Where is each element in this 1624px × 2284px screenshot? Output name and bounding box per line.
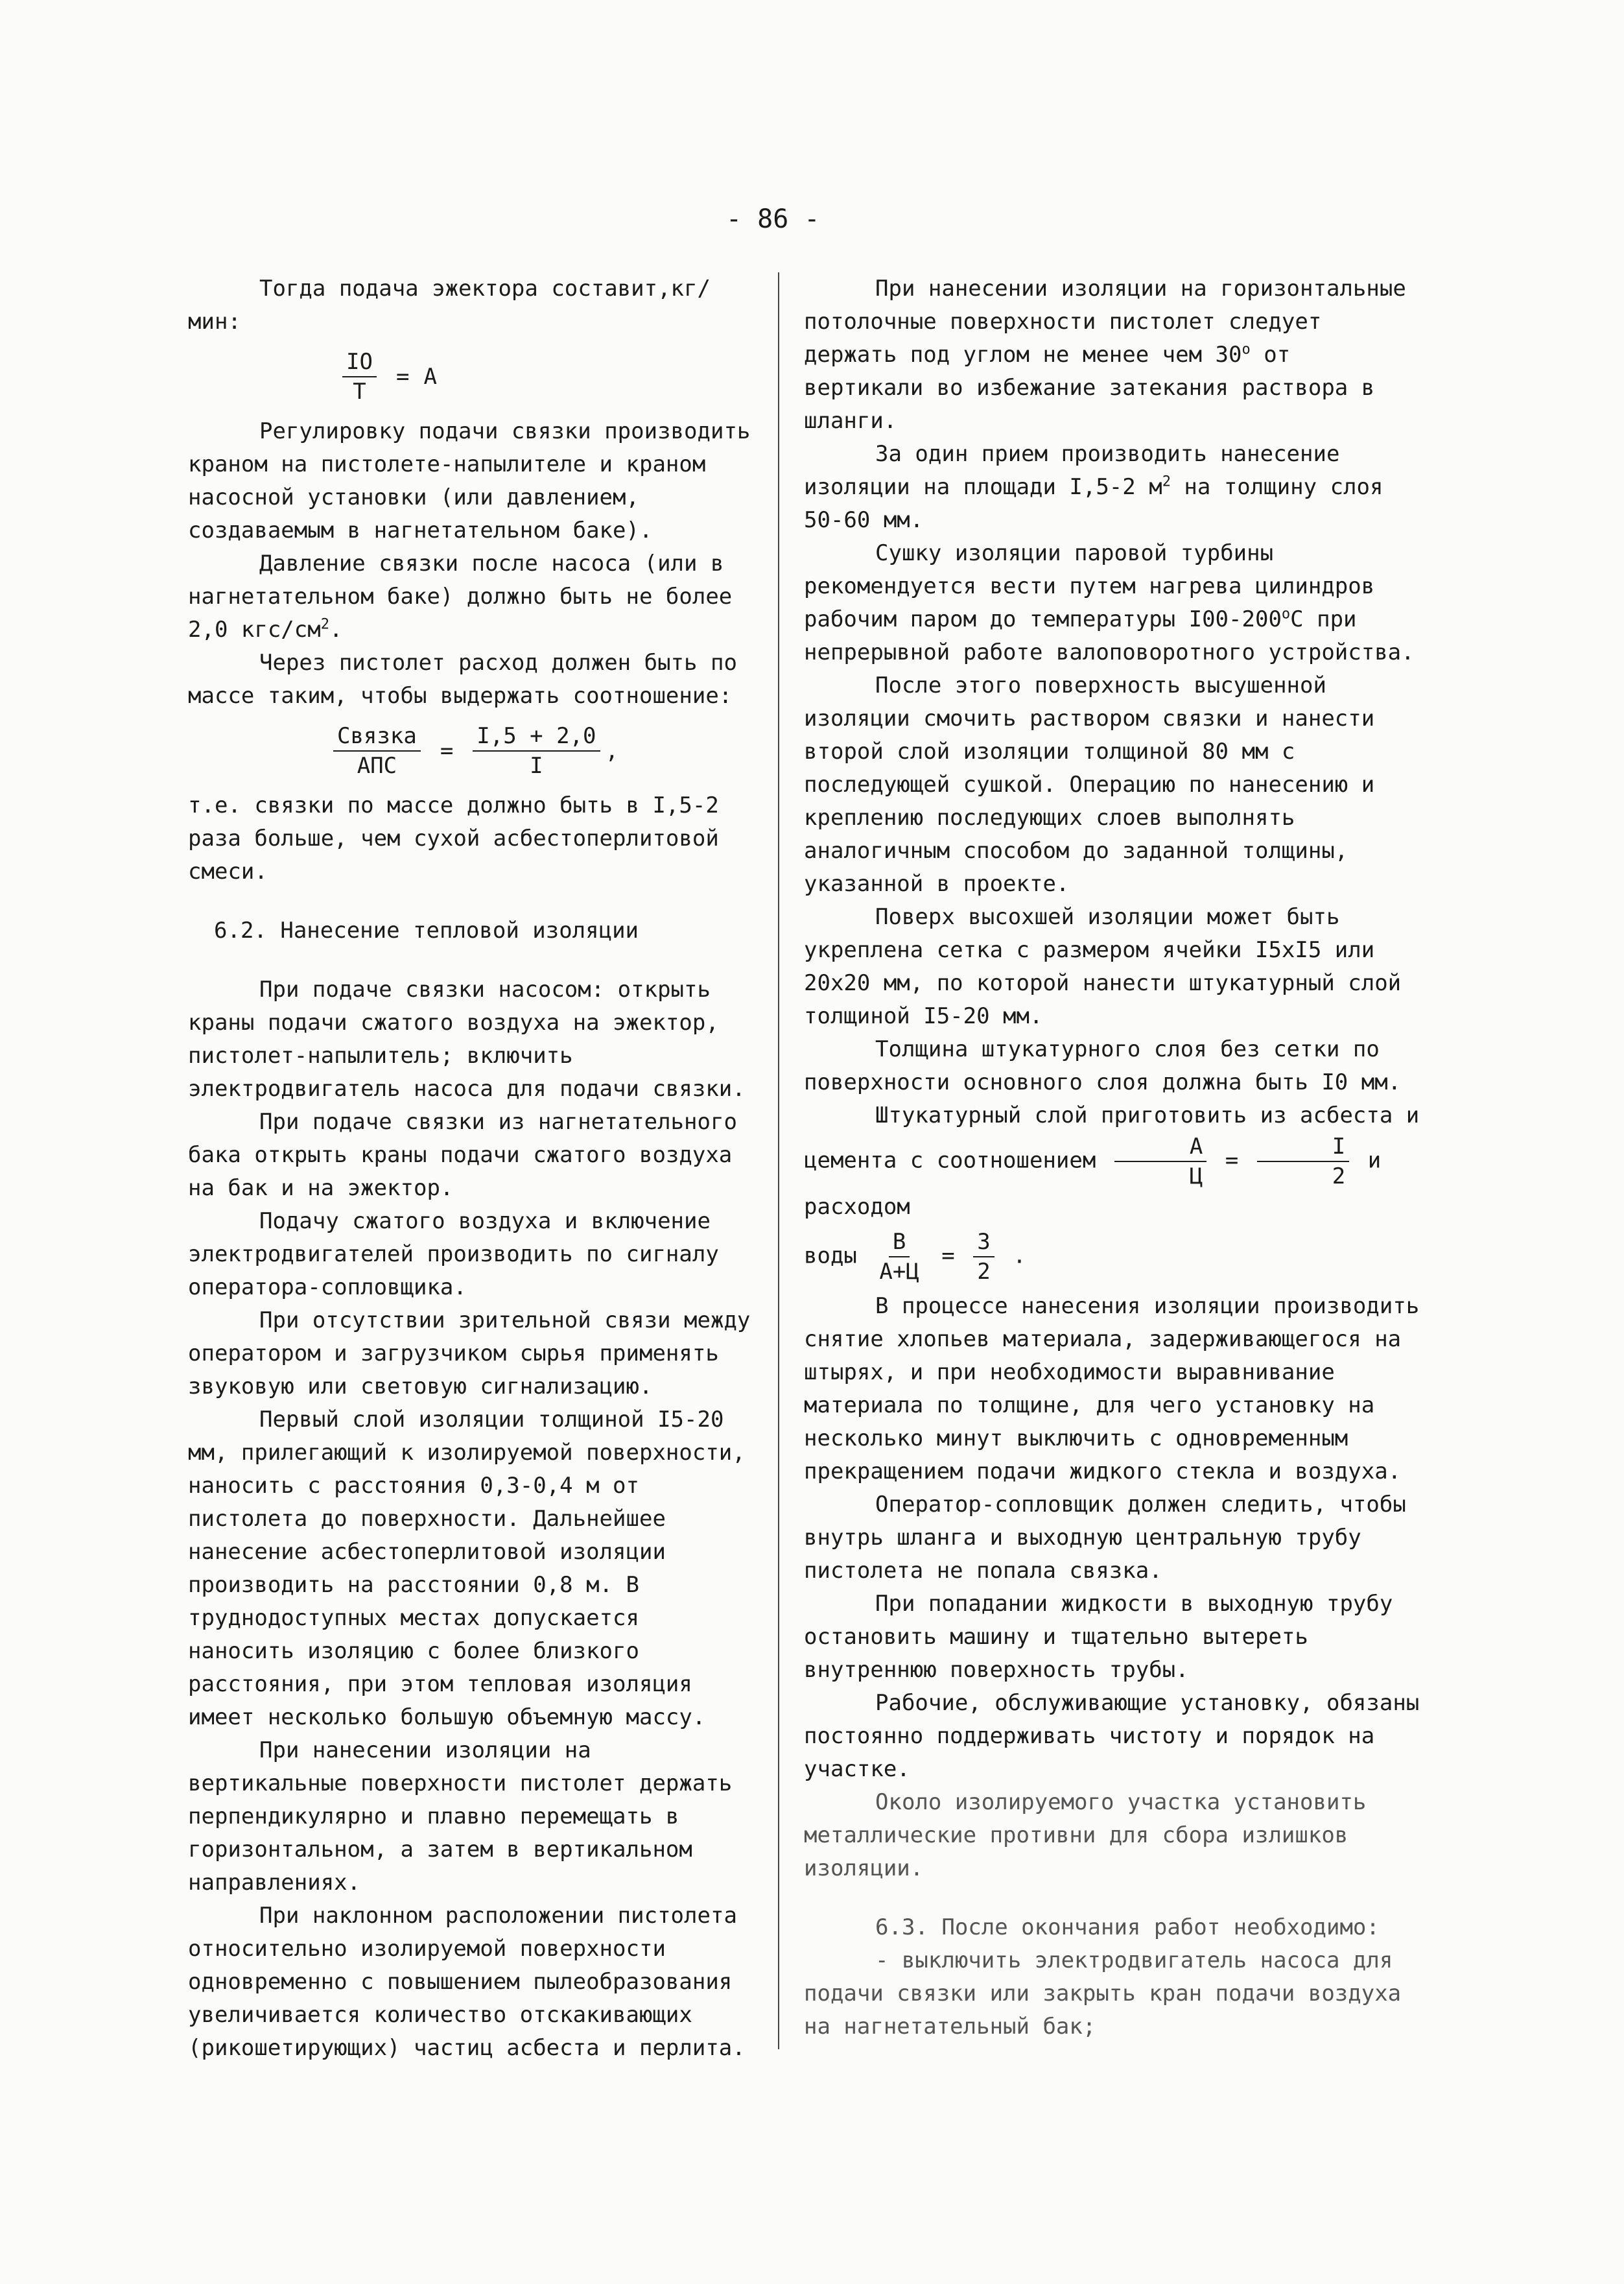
formula-tail: , [605, 737, 619, 764]
intro-text: Тогда подача эжектора составит,кг/мин: [188, 276, 711, 335]
fraction-10-over-t [342, 348, 377, 406]
paragraph: Подачу сжатого воздуха и включение электродвигателей производить по сигналу оператора-сопловщика. [188, 1208, 719, 1300]
paragraph: Около изолируемого участка установить металлические противни для сбора излишков изоляции. [804, 1789, 1367, 1881]
paragraph [804, 537, 1420, 669]
superscript: о [1281, 606, 1291, 623]
frac-numerator: IO [342, 348, 377, 377]
superscript: 2 [320, 616, 329, 633]
list-item: - выключить электродвигатель насоса для подачи связки или закрыть кран подачи воздуха на нагнетательный бак; [804, 1947, 1402, 2040]
frac-numerator: I [1257, 1132, 1349, 1162]
paragraph: При отсутствии зрительной связи между оператором и загрузчиком сырья применять звуковую или световую сигнализацию. [188, 1307, 751, 1399]
superscript: о [1242, 341, 1251, 358]
column-divider [778, 272, 779, 2049]
equals-sign: = [1225, 1147, 1239, 1174]
fraction-binder-over-aps [333, 722, 421, 780]
section-heading: 6.2. Нанесение тепловой изоляции [214, 918, 639, 944]
fraction-ratio-value [473, 722, 600, 780]
frac-denominator: 2 [1332, 1163, 1346, 1189]
paragraph [804, 272, 1420, 438]
paragraph: При наклонном расположении пистолета относительно изолируемой поверхности одновременно с повышением пылеобразования увеличивается количество отскакивающих (рикошетирующих) частиц асбеста и перлита. [188, 1903, 746, 2061]
frac-denominator: АПС [357, 753, 397, 779]
paragraph: т.е. связки по массе должно быть в I,5-2 раза больше, чем сухой асбестоперлитовой смеси. [188, 792, 719, 885]
text-run: Штукатурный слой приготовить из асбеста и цемента с соотношением [804, 1102, 1420, 1174]
text-run: на толщину слоя 50-60 мм. [804, 474, 1383, 533]
paragraph [804, 1099, 1420, 1224]
frac-denominator: T [353, 379, 366, 405]
paragraph: Рабочие, обслуживающие установку, обязаны постоянно поддерживать чистоту и порядок на участке. [804, 1690, 1420, 1782]
frac-numerator: 3 [973, 1228, 994, 1257]
paragraph [804, 438, 1420, 537]
fraction-3-over-2 [973, 1228, 994, 1286]
text-run: и расходом [804, 1147, 1382, 1220]
paragraph: При попадании жидкости в выходную трубу остановить машину и тщательно вытереть внутреннюю поверхность трубы. [804, 1591, 1393, 1683]
frac-numerator: I,5 + 2,0 [473, 722, 600, 752]
frac-numerator: В [889, 1228, 910, 1257]
equals-sign: = [395, 363, 410, 390]
text-run: воды [804, 1243, 857, 1269]
page-number: - 86 - [726, 204, 820, 234]
paragraph: При подаче связки из нагнетательного бака открыть краны подачи сжатого воздуха на бак и на эжектор. [188, 1109, 737, 1201]
paragraph: Первый слой изоляции толщиной I5-20 мм, прилегающий к изолируемой поверхности, наносить с расстояния 0,3-0,4 м от пистолета до поверхности. Дальнейшее нанесение асбестоперлитовой изоляции производить на расстоянии 0,8 м. В труднодоступных местах допускается наносить изоляцию с более близкого расстояния, при этом тепловая изоляция имеет несколько большую объемную массу. [188, 1407, 746, 1730]
paragraph: При подаче связки насосом: открыть краны подачи сжатого воздуха на эжектор, пистолет-напылитель; включить электродвигатель насоса для подачи связки. [188, 977, 746, 1102]
frac-denominator: 2 [977, 1259, 991, 1285]
formula-result: A [423, 363, 437, 390]
frac-denominator: А+Ц [879, 1259, 919, 1285]
paragraph: Толщина штукатурного слоя без сетки по поверхности основного слоя должна быть I0 мм. [804, 1036, 1402, 1095]
paragraph: В процессе нанесения изоляции производить снятие хлопьев материала, задерживающегося на штырях, и при необходимости выравнивание материала по толщине, для чего установку на несколько минут выключить с одновременным прекращением подачи жидкого стекла и воздуха. [804, 1293, 1420, 1484]
text-run: Давление связки после насоса (или в нагнетательном баке) должно быть не более 2,0 кгс/см [188, 551, 733, 643]
text-run: . [329, 617, 343, 643]
paragraph: При нанесении изоляции на вертикальные поверхности пистолет держать перпендикулярно и плавно перемещать в горизонтальном, а затем в вертикальном направлениях. [188, 1737, 733, 1896]
text-run: от вертикали во избежание затекания раствора в шланги. [804, 342, 1375, 434]
paragraph: Через пистолет расход должен быть по массе таким, чтобы выдержать соотношение: [188, 650, 737, 709]
formula-tail: . [1013, 1243, 1026, 1269]
text-run: С при непрерывной работе валоповоротного устройства. [804, 606, 1415, 665]
text-run: При нанесении изоляции на горизонтальные потолочные поверхности пистолет следует держать под углом не менее чем 30 [804, 276, 1406, 368]
paragraph [188, 547, 759, 647]
fraction-water-ratio [875, 1228, 923, 1286]
superscript: 2 [1162, 473, 1171, 490]
paragraph: Регулировку подачи связки производить краном на пистолете-напылителе и краном насосной установки (или давлением, создаваемым в нагнетательном баке). [188, 418, 751, 543]
paragraph [804, 1228, 1420, 1286]
equals-sign: = [941, 1243, 955, 1269]
paragraph: После этого поверхность высушенной изоляции смочить раствором связки и нанести второй слой изоляции толщиной 80 мм с последующей сушкой. Операцию по нанесению и креплению последующих слоев выполнять аналогичным способом до заданной толщины, указанной в проекте. [804, 672, 1375, 897]
frac-denominator: Ц [1189, 1163, 1203, 1189]
left-column [188, 272, 759, 2065]
text-run: Сушку изоляции паровой турбины рекомендуется вести путем нагрева цилиндров рабочим паром до температуры I00-200 [804, 540, 1375, 632]
frac-numerator: А [1114, 1132, 1206, 1162]
section-heading: 6.3. После окончания работ необходимо: [875, 1914, 1380, 1940]
fraction-1-over-2 [1257, 1132, 1349, 1191]
formula-feed-rate [337, 348, 759, 406]
right-column [804, 272, 1420, 2043]
formula-ratio [188, 722, 759, 780]
frac-denominator: I [530, 753, 543, 779]
fraction-a-over-c [1114, 1132, 1206, 1191]
text-run: За один прием производить нанесение изоляции на площади I,5-2 м [804, 441, 1340, 500]
equals-sign: = [440, 737, 454, 764]
paragraph: Поверх высохшей изоляции может быть укреплена сетка с размером ячейки I5xI5 или 20x20 мм, по которой нанести штукатурный слой толщиной I5-20 мм. [804, 904, 1402, 1029]
frac-numerator: Связка [333, 722, 421, 752]
paragraph: Оператор-сопловщик должен следить, чтобы внутрь шланга и выходную центральную трубу пистолета не попала связка. [804, 1492, 1406, 1584]
